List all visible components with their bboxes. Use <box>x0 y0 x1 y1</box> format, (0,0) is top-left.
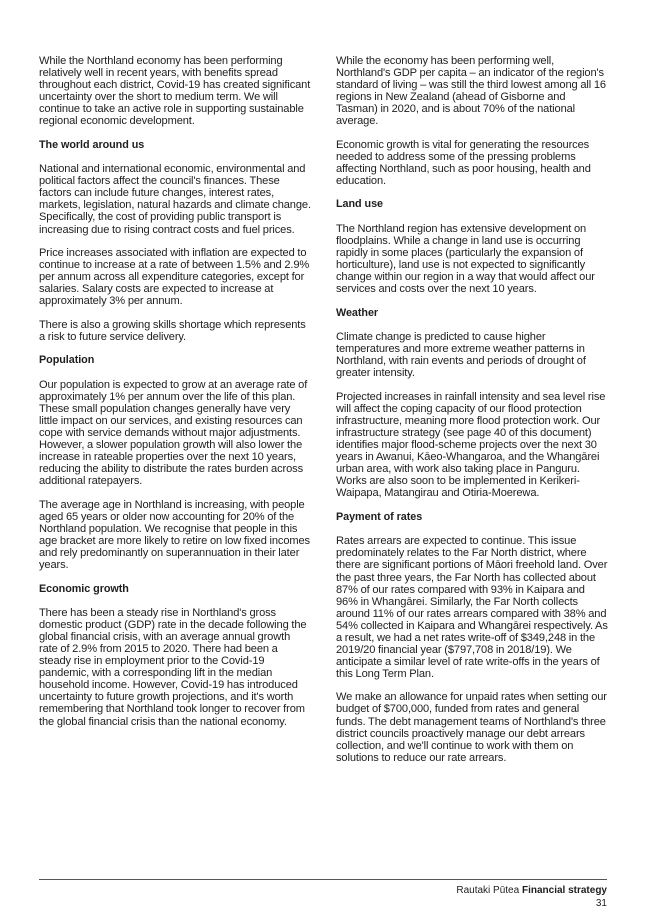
left-column <box>39 55 311 739</box>
paragraph-climate-change: Climate change is predicted to cause higher temperatures and more extreme weather patterns in Northland, with rain events and periods of drought of greater intensity. <box>336 331 586 380</box>
heading-world-around-us: The world around us <box>39 138 145 151</box>
paragraph-external-factors: National and international economic, environmental and political factors affect the council's finances. These factors can include future changes, interest rates, markets, legislation, natural hazards and climate change. Specifically, the cost of providing public transport is increasing due to rising contract costs and fuel prices. <box>39 163 311 236</box>
paragraph-flood-protection: Projected increases in rainfall intensity and sea level rise will affect the coping capacity of our flood protection infrastructure, meaning more flood protection work. Our infrastructure strategy (see page 40 of this document) identifies major flood-scheme projects over the next 30 years in Awanui, Kāeo-Whangaroa, and the Whangārei urban area, with work also taking place in Panguru. Works are also soon to be implemented in Kerikeri-Waipapa, Matangirau and Otiria-Moerewa. <box>336 390 606 500</box>
paragraph-floodplains: The Northland region has extensive development on floodplains. While a change in land use is occurring rapidly in some places (particularly the expansion of horticulture), land use is not expected to significantly change within our region in a way that would affect our services and costs over the next 10 years. <box>336 222 595 296</box>
paragraph-population-growth: Our population is expected to grow at an average rate of approximately 1% per annum over the life of this plan. These small population changes generally have very little impact on our services, and existing resources can cope with service demands without major adjustments. However, a slower population growth will also lower the increase in rateable properties over the next 10 years, reducing the ability to distribute the rates burden across additional ratepayers. <box>39 378 308 488</box>
footer-section-name: Rautaki Pūtea <box>456 885 520 896</box>
paragraph-growth-vital: Economic growth is vital for generating the resources needed to address some of the pressing problems affecting Northland, such as poor housing, health and education. <box>336 138 591 187</box>
heading-weather: Weather <box>336 306 379 319</box>
footer-title-line <box>456 884 607 897</box>
paragraph-rates-arrears: Rates arrears are expected to continue. This issue predominately relates to the Far North district, where there are significant portions of Māori freehold land. Over the past three years, the Far North has collected about 87% of our rates compared with 93% in Kaipara and 96% in Whangārei. Similarly, the Far North collects around 11% of our rates arrears compared with 38% and 54% collected in Kaipara and Whangārei respectively. As a result, we had a net rates write-off of $349,248 in the 2019/20 financial year ($797,708 in 2018/19). We anticipate a similar level of rate write-offs in the years of this Long Term Plan. <box>336 535 608 680</box>
heading-land-use: Land use <box>336 198 383 211</box>
left-column-text <box>39 55 311 728</box>
heading-payment-of-rates: Payment of rates <box>336 510 423 523</box>
page-number: 31 <box>595 898 607 909</box>
paragraph-skills-shortage: There is also a growing skills shortage which represents a risk to future service delivery. <box>39 318 306 343</box>
heading-population: Population <box>39 354 95 367</box>
paragraph-average-age: The average age in Northland is increasing, with people aged 65 years or older now accounting for 20% of the Northland population. We recognise that people in this age bracket are more likely to retire on low fixed incomes and rely predominantly on superannuation in their later years. <box>39 498 310 572</box>
heading-economic-growth: Economic growth <box>39 582 129 595</box>
paragraph-economy-intro: While the Northland economy has been performing relatively well in recent years, with benefits spread throughout each district, Covid-19 has created significant uncertainty over the short to medium term. We will continue to take an active role in supporting sustainable regional economic development. <box>39 55 311 128</box>
right-column-text <box>336 55 608 764</box>
page-footer <box>456 884 607 910</box>
paragraph-price-increases: Price increases associated with inflation are expected to continue to increase at a rate of between 1.5% and 2.9% per annum across all expenditure categories, except for salaries. Salary costs are expected to increase at approximately 3% per annum. <box>39 247 310 308</box>
paragraph-gdp-rise: There has been a steady rise in Northland's gross domestic product (GDP) rate in the decade following the global financial crisis, with an average annual growth rate of 2.9% from 2015 to 2020. There had been a steady rise in employment prior to the Covid-19 pandemic, with a corresponding lift in the median household income. However, Covid-19 has introduced uncertainty to future growth projections, and it's worth remembering that Northland took longer to recover from the global financial crisis than the national economy. <box>39 607 307 728</box>
paragraph-unpaid-rates: We make an allowance for unpaid rates when setting our budget of $700,000, funded from rates and general funds. The debt management teams of Northland's three district councils proactively manage our debt arrears collection, and we'll continue to work with them on solutions to reduce our rate arrears. <box>336 691 607 764</box>
footer-document-title: Financial strategy <box>521 885 607 896</box>
paragraph-gdp-per-capita: While the economy has been performing well, Northland's GDP per capita – an indicator of the region's standard of living – was still the third lowest among all 16 regions in New Zealand (ahead of Gisborne and Tasman) in 2020, and is about 70% of the national average. <box>336 55 606 128</box>
footer-divider <box>39 879 607 880</box>
right-column <box>336 55 608 775</box>
